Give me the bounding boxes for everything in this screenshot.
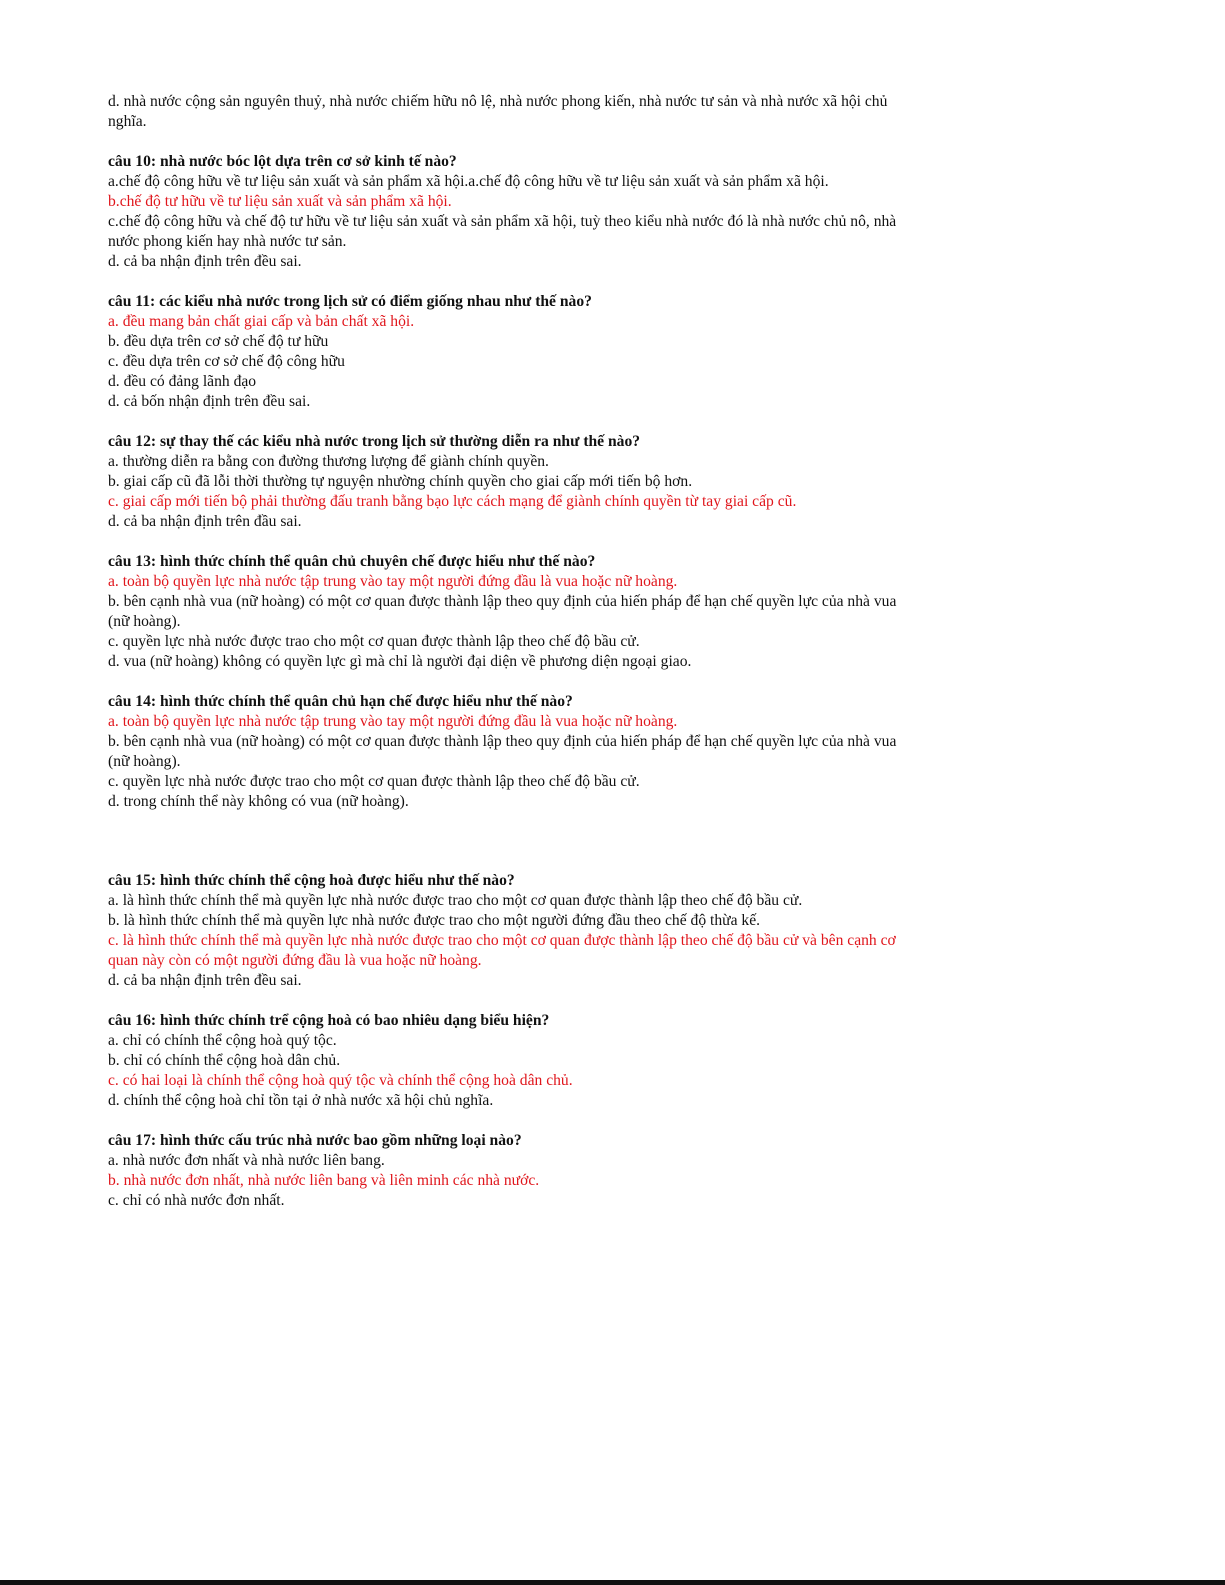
question-block — [108, 692, 898, 812]
answer-option: b. bên cạnh nhà vua (nữ hoàng) có một cơ quan được thành lập theo quy định của hiến pháp để hạn chế quyền lực của nhà vua (nữ hoàng). — [108, 733, 897, 770]
answer-option: b. bên cạnh nhà vua (nữ hoàng) có một cơ quan được thành lập theo quy định của hiến pháp để hạn chế quyền lực của nhà vua (nữ hoàng). — [108, 593, 897, 630]
answer-option: c. chỉ có nhà nước đơn nhất. — [108, 1192, 285, 1209]
answer-option-correct: a. toàn bộ quyền lực nhà nước tập trung vào tay một người đứng đầu là vua hoặc nữ hoàng. — [108, 713, 678, 730]
question-list — [108, 152, 898, 1211]
answer-option: a. thường diễn ra bằng con đường thương lượng để giành chính quyền. — [108, 453, 549, 470]
question-title: câu 16: hình thức chính trể cộng hoà có bao nhiêu dạng biểu hiện? — [108, 1012, 550, 1029]
answer-option: d. đều có đảng lãnh đạo — [108, 373, 257, 390]
answer-option: a. là hình thức chính thể mà quyền lực nhà nước được trao cho một cơ quan được thành lập theo chế độ bầu cử. — [108, 892, 803, 909]
question-block — [108, 1011, 898, 1111]
question-title: câu 13: hình thức chính thể quân chủ chuyên chế được hiểu như thế nào? — [108, 553, 596, 570]
answer-option: b. giai cấp cũ đã lỗi thời thường tự nguyện nhường chính quyền cho giai cấp mới tiến bộ hơn. — [108, 473, 693, 490]
answer-option-correct: a. đều mang bản chất giai cấp và bản chất xã hội. — [108, 313, 415, 330]
answer-option: a. chỉ có chính thể cộng hoà quý tộc. — [108, 1032, 337, 1049]
question-title: câu 14: hình thức chính thể quân chủ hạn chế được hiểu như thế nào? — [108, 693, 573, 710]
answer-option: c. quyền lực nhà nước được trao cho một cơ quan được thành lập theo chế độ bầu cử. — [108, 773, 640, 790]
document-page — [108, 92, 898, 1231]
answer-option: b. đều dựa trên cơ sở chế độ tư hữu — [108, 333, 329, 350]
answer-option: d. cả ba nhận định trên đều sai. — [108, 253, 302, 270]
answer-option: d. trong chính thể này không có vua (nữ hoàng). — [108, 793, 409, 810]
answer-option-correct: c. có hai loại là chính thể cộng hoà quý tộc và chính thể cộng hoà dân chủ. — [108, 1072, 573, 1089]
answer-option: c. đều dựa trên cơ sở chế độ công hữu — [108, 353, 345, 370]
answer-option-correct: b. nhà nước đơn nhất, nhà nước liên bang và liên minh các nhà nước. — [108, 1172, 540, 1189]
answer-option: b. chỉ có chính thể cộng hoà dân chủ. — [108, 1052, 341, 1069]
question-block — [108, 1131, 898, 1211]
answer-option: d. vua (nữ hoàng) không có quyền lực gì mà chỉ là người đại diện về phương diện ngoại giao. — [108, 653, 692, 670]
question-block — [108, 552, 898, 672]
answer-option-correct: b.chế độ tư hữu về tư liệu sản xuất và sản phẩm xã hội. — [108, 193, 452, 210]
answer-option: d. cả ba nhận định trên đều sai. — [108, 972, 302, 989]
question-title: câu 15: hình thức chính thể cộng hoà được hiểu như thế nào? — [108, 872, 515, 889]
question-title: câu 12: sự thay thế các kiểu nhà nước trong lịch sử thường diễn ra như thế nào? — [108, 433, 641, 450]
intro-paragraph: d. nhà nước cộng sản nguyên thuỷ, nhà nước chiếm hữu nô lệ, nhà nước phong kiến, nhà nước tư sản và nhà nước xã hội chủ nghĩa. — [108, 93, 888, 130]
answer-option: d. cả ba nhận định trên đầu sai. — [108, 513, 302, 530]
answer-option-correct: c. giai cấp mới tiến bộ phải thường đấu tranh bằng bạo lực cách mạng để giành chính quyền từ tay giai cấp cũ. — [108, 493, 797, 510]
answer-option: b. là hình thức chính thể mà quyền lực nhà nước được trao cho một người đứng đầu theo chế độ thừa kế. — [108, 912, 761, 929]
question-title: câu 17: hình thức cấu trúc nhà nước bao gồm những loại nào? — [108, 1132, 522, 1149]
page-bottom-border — [0, 1580, 1225, 1585]
answer-option: c. quyền lực nhà nước được trao cho một cơ quan được thành lập theo chế độ bầu cử. — [108, 633, 640, 650]
answer-option-correct: a. toàn bộ quyền lực nhà nước tập trung vào tay một người đứng đầu là vua hoặc nữ hoàng. — [108, 573, 678, 590]
question-title: câu 10: nhà nước bóc lột dựa trên cơ sở kinh tế nào? — [108, 153, 457, 170]
answer-option: c.chế độ công hữu và chế độ tư hữu về tư liệu sản xuất và sản phẩm xã hội, tuỳ theo kiểu nhà nước đó là nhà nước chủ nô, nhà nước phong kiến hay nhà nước tư sản. — [108, 213, 897, 250]
answer-option: a. nhà nước đơn nhất và nhà nước liên bang. — [108, 1152, 385, 1169]
answer-option: d. cả bốn nhận định trên đều sai. — [108, 393, 311, 410]
question-block — [108, 292, 898, 412]
question-block — [108, 871, 898, 991]
answer-option-correct: c. là hình thức chính thể mà quyền lực nhà nước được trao cho một cơ quan được thành lập theo chế độ bầu cử và bên cạnh cơ quan này còn có một người đứng đầu là vua hoặc nữ hoàng. — [108, 932, 896, 969]
answer-option: a.chế độ công hữu về tư liệu sản xuất và sản phẩm xã hội.a.chế độ công hữu về tư liệu sản xuất và sản phẩm xã hội. — [108, 173, 829, 190]
question-block — [108, 152, 898, 272]
question-title: câu 11: các kiểu nhà nước trong lịch sử có điểm giống nhau như thế nào? — [108, 293, 592, 310]
answer-option: d. chính thể cộng hoà chỉ tồn tại ở nhà nước xã hội chủ nghĩa. — [108, 1092, 494, 1109]
question-block — [108, 432, 898, 532]
